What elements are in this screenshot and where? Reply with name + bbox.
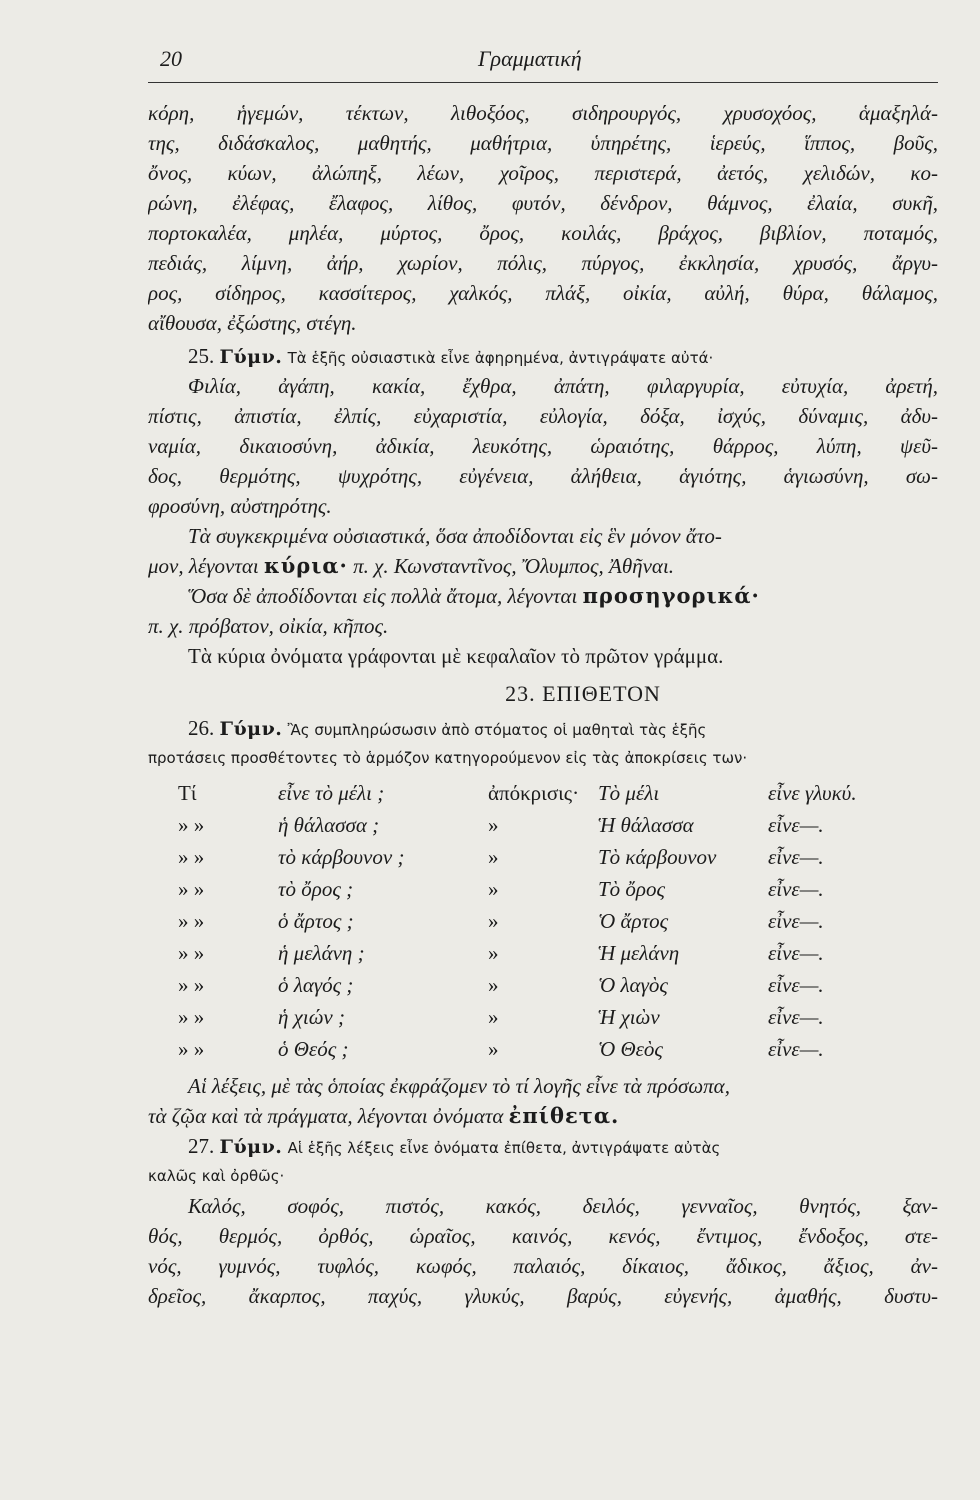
text-line: κόρη, ἡγεμών, τέκτων, λιθοξόος, σιδηρουργός, χρυσοχόος, ἁμαξηλά- bbox=[148, 101, 938, 125]
answer-predicate: εἶνε—. bbox=[768, 908, 824, 933]
answer-predicate: εἶνε—. bbox=[768, 940, 824, 965]
question-prefix: » » bbox=[178, 972, 205, 997]
answer-label: » bbox=[488, 972, 499, 997]
term-kyria: κύρια· bbox=[263, 553, 348, 578]
answer-predicate: εἶνε—. bbox=[768, 844, 824, 869]
text-line: ναμία, δικαιοσύνη, ἀδικία, λευκότης, ὡραιότης, θάρρος, λύπη, ψεῦ- bbox=[148, 434, 938, 458]
noun-list-paragraph bbox=[148, 98, 938, 338]
page-header bbox=[148, 42, 938, 83]
text-line: Καλός, σοφός, πιστός, κακός, δειλός, γενναῖος, θνητός, ξαν- bbox=[188, 1194, 938, 1218]
table-row bbox=[178, 905, 858, 937]
text-line: Φιλία, ἀγάπη, κακία, ἔχθρα, ἀπάτη, φιλαργυρία, εὐτυχία, ἀρετή, bbox=[188, 374, 938, 398]
text-line bbox=[148, 1101, 938, 1131]
page-body bbox=[148, 98, 938, 1311]
text-line: θός, θερμός, ὀρθός, ὡραῖος, καινός, κενός, ἔντιμος, ἔνδοξος, στε- bbox=[148, 1224, 938, 1248]
question-prefix: Τί bbox=[178, 780, 197, 805]
section-heading: 23. ΕΠΙΘΕΤΟΝ bbox=[505, 681, 661, 706]
text-line bbox=[148, 581, 938, 611]
table-row bbox=[178, 969, 858, 1001]
exercise-label: Γύμν. bbox=[219, 1136, 283, 1158]
question-text: τὸ ὄρος ; bbox=[278, 876, 354, 901]
question-text: εἶνε τὸ μέλι ; bbox=[278, 780, 385, 805]
answer-subject: Ἡ θάλασσα bbox=[598, 812, 694, 837]
question-prefix: » » bbox=[178, 812, 205, 837]
answer-predicate: εἶνε γλυκύ. bbox=[768, 780, 857, 805]
question-text: ὁ Θεός ; bbox=[278, 1036, 349, 1061]
answer-label: » bbox=[488, 1004, 499, 1029]
exercise-instruction-cont: προτάσεις προσθέτοντες τὸ ἁρμόζον κατηγορούμενον εἰς τὰς ἀποκρίσεις των· bbox=[148, 749, 748, 767]
question-prefix: » » bbox=[178, 876, 205, 901]
text-line: αἴθουσα, ἐξώστης, στέγη. bbox=[148, 311, 357, 335]
question-text: ἡ μελάνη ; bbox=[278, 940, 365, 965]
text-line: νός, γυμνός, τυφλός, κωφός, παλαιός, δίκαιος, ἄδικος, ἄξιος, ἀν- bbox=[148, 1254, 938, 1278]
question-prefix: » » bbox=[178, 844, 205, 869]
answer-label: » bbox=[488, 876, 499, 901]
answer-subject: Ἡ χιὼν bbox=[598, 1004, 660, 1029]
table-row bbox=[178, 777, 858, 809]
answer-label: » bbox=[488, 812, 499, 837]
exercise-instruction: Ἂς συμπληρώσωσιν ἀπὸ στόματος οἱ μαθηταὶ τὰς ἑξῆς bbox=[287, 721, 707, 739]
text-span: Ὅσα δὲ ἀποδίδονται εἰς πολλὰ ἄτομα, λέγονται bbox=[188, 584, 578, 608]
text-line: Τὰ κύρια ὀνόματα γράφονται μὲ κεφαλαῖον τὸ πρῶτον γράμμα. bbox=[188, 644, 724, 668]
question-prefix: » » bbox=[178, 1036, 205, 1061]
answer-label: » bbox=[488, 1036, 499, 1061]
question-prefix: » » bbox=[178, 940, 205, 965]
answer-subject: Ὁ λαγὸς bbox=[598, 972, 668, 997]
answer-label: ἀπόκρισις· bbox=[488, 780, 580, 805]
answer-label: » bbox=[488, 844, 499, 869]
answer-subject: Τὸ ὄρος bbox=[598, 876, 666, 901]
text-line: Τὰ συγκεκριμένα οὐσιαστικά, ὅσα ἀποδίδονται εἰς ἓν μόνον ἄτο- bbox=[188, 524, 722, 548]
table-row bbox=[178, 1001, 858, 1033]
exercise-label: Γύμν. bbox=[219, 718, 283, 740]
answer-label: » bbox=[488, 908, 499, 933]
text-line: ρώνη, ἐλέφας, ἔλαφος, λίθος, φυτόν, δένδρον, θάμνος, ἐλαία, συκῆ, bbox=[148, 191, 938, 215]
table-row bbox=[178, 937, 858, 969]
answer-label: » bbox=[488, 940, 499, 965]
answer-predicate: εἶνε—. bbox=[768, 876, 824, 901]
exercise-26 bbox=[148, 713, 938, 1065]
text-line: πεδιάς, λίμνη, ἀήρ, χωρίον, πόλις, πύργος, ἐκκλησία, χρυσός, ἄργυ- bbox=[148, 251, 938, 275]
exercise-instruction: Αἱ ἑξῆς λέξεις εἶνε ὀνόματα ἐπίθετα, ἀντιγράψατε αὐτὰς bbox=[287, 1139, 721, 1157]
exercise-25 bbox=[148, 341, 938, 521]
answer-predicate: εἶνε—. bbox=[768, 972, 824, 997]
answer-predicate: εἶνε—. bbox=[768, 1004, 824, 1029]
answer-subject: Ἡ μελάνη bbox=[598, 940, 680, 965]
table-row bbox=[178, 1033, 858, 1065]
text-line: ὄνος, κύων, ἀλώπηξ, λέων, χοῖρος, περιστερά, ἀετός, χελιδών, κο- bbox=[148, 161, 938, 185]
text-span: τὰ ζῷα καὶ τὰ πράγματα, λέγονται ὀνόματα bbox=[148, 1104, 504, 1128]
text-line: ρος, σίδηρος, κασσίτερος, χαλκός, πλάξ, οἰκία, αὐλή, θύρα, θάλαμος, bbox=[148, 281, 938, 305]
text-line: πίστις, ἀπιστία, ἐλπίς, εὐχαριστία, εὐλογία, δόξα, ἰσχύς, δύναμις, ἀδυ- bbox=[148, 404, 938, 428]
text-span: π. χ. Κωνσταντῖνος, Ὄλυμπος, Ἀθῆναι. bbox=[353, 554, 675, 578]
question-prefix: » » bbox=[178, 1004, 205, 1029]
question-text: ὁ ἄρτος ; bbox=[278, 908, 354, 933]
text-line: π. χ. πρόβατον, οἰκία, κῆπος. bbox=[148, 614, 389, 638]
question-prefix: » » bbox=[178, 908, 205, 933]
exercise-number: 26. bbox=[188, 716, 215, 740]
term-prosigorika: προσηγορικά· bbox=[582, 583, 760, 608]
table-row bbox=[178, 873, 858, 905]
text-line: δος, θερμότης, ψυχρότης, εὐγένεια, ἀλήθεια, ἁγιότης, ἁγιωσύνη, σω- bbox=[148, 464, 938, 488]
answer-subject: Τὸ μέλι bbox=[598, 780, 660, 805]
proper-common-nouns-rule bbox=[148, 521, 938, 671]
exercise-27 bbox=[148, 1131, 938, 1311]
running-title: Γραμματική bbox=[478, 46, 582, 71]
question-text: ἡ χιών ; bbox=[278, 1004, 345, 1029]
answer-subject: Ὁ ἄρτος bbox=[598, 908, 669, 933]
table-row bbox=[178, 841, 858, 873]
text-line: πορτοκαλέα, μηλέα, μύρτος, ὄρος, κοιλάς, βράχος, βιβλίον, ποταμός, bbox=[148, 221, 938, 245]
question-text: ὁ λαγός ; bbox=[278, 972, 354, 997]
adjectives-definition bbox=[148, 1071, 938, 1131]
answer-subject: Ὁ Θεὸς bbox=[598, 1036, 663, 1061]
exercise-header bbox=[148, 713, 938, 743]
exercise-number: 25. bbox=[188, 344, 215, 368]
question-text: τὸ κάρβουνον ; bbox=[278, 844, 405, 869]
text-line: της, διδάσκαλος, μαθητής, μαθήτρια, ὑπηρέτης, ἱερεύς, ἵππος, βοῦς, bbox=[148, 131, 938, 155]
text-line bbox=[148, 551, 938, 581]
exercise-instruction: Τὰ ἑξῆς οὐσιαστικὰ εἶνε ἀφηρημένα, ἀντιγράψατε αὐτά· bbox=[287, 349, 714, 367]
text-span: μον, λέγονται bbox=[148, 554, 259, 578]
exercise-header bbox=[148, 341, 938, 371]
question-answer-table bbox=[178, 777, 858, 1065]
exercise-header bbox=[148, 1131, 938, 1161]
answer-subject: Τὸ κάρβουνον bbox=[598, 844, 717, 869]
page-number: 20 bbox=[160, 46, 182, 71]
term-epitheta: ἐπίθετα. bbox=[508, 1103, 620, 1128]
text-line: φροσύνη, αὐστηρότης. bbox=[148, 494, 332, 518]
text-line: Αἱ λέξεις, μὲ τὰς ὁποίας ἐκφράζομεν τὸ τί λογῆς εἶνε τὰ πρόσωπα, bbox=[188, 1074, 730, 1098]
answer-predicate: εἶνε—. bbox=[768, 812, 824, 837]
answer-predicate: εἶνε—. bbox=[768, 1036, 824, 1061]
text-line: δρεῖος, ἄκαρπος, παχύς, γλυκύς, βαρύς, εὐγενής, ἀμαθής, δυστυ- bbox=[148, 1284, 938, 1308]
question-text: ἡ θάλασσα ; bbox=[278, 812, 380, 837]
exercise-number: 27. bbox=[188, 1134, 215, 1158]
exercise-instruction-cont: καλῶς καὶ ὀρθῶς· bbox=[148, 1167, 285, 1185]
exercise-label: Γύμν. bbox=[219, 346, 283, 368]
table-row bbox=[178, 809, 858, 841]
